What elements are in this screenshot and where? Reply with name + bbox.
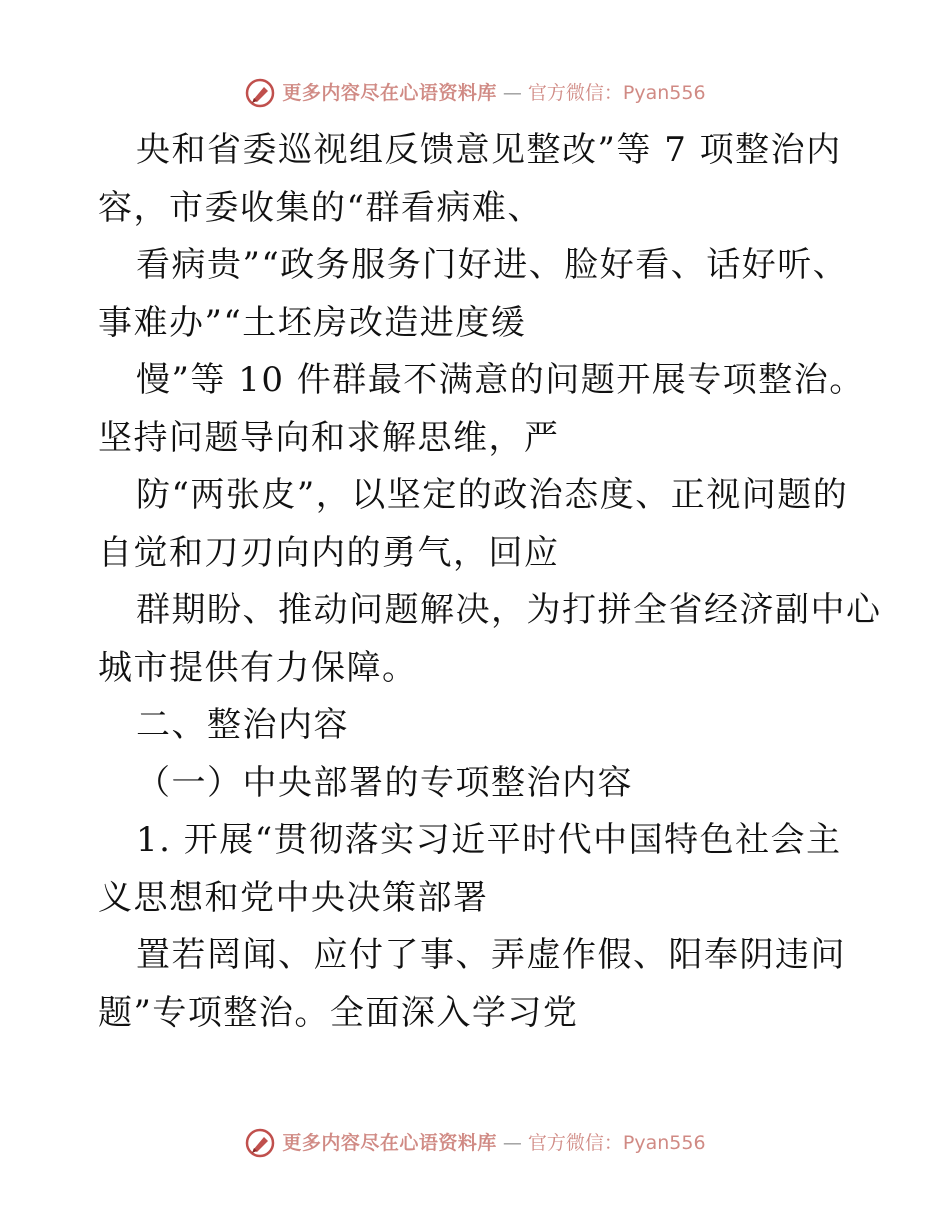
watermark-text: 更多内容尽在心语资料库	[282, 1132, 497, 1154]
text-line: 置若罔闻、应付了事、弄虚作假、阳奉阴违问	[136, 935, 846, 975]
text-line: 央和省委巡视组反馈意见整改”等 7 项整治内	[136, 130, 842, 170]
footer-watermark	[0, 1127, 950, 1159]
text-line: 慢”等 10 件群最不满意的问题开展专项整治。	[136, 360, 865, 400]
text-line: 题”专项整治。全面深入学习党	[98, 992, 579, 1033]
text-line: 1. 开展“贯彻落实习近平时代中国特色社会主	[136, 820, 842, 860]
text-line: 看病贵”“政务服务门好进、脸好看、话好听、	[136, 245, 849, 285]
text-line: 容，市委收集的“群看病难、	[98, 187, 543, 228]
watermark-dash: —	[502, 82, 522, 104]
text-line: 坚持问题导向和求解思维，严	[98, 417, 560, 458]
watermark-text: 更多内容尽在心语资料库	[282, 82, 497, 104]
watermark-contact: 官方微信：Pyan556	[527, 82, 706, 104]
pen-nib-icon	[244, 77, 276, 109]
watermark-dash: —	[502, 1132, 522, 1154]
text-line: 群期盼、推动问题解决，为打拼全省经济副中心	[136, 590, 882, 630]
pen-nib-icon	[244, 1127, 276, 1159]
watermark-contact: 官方微信：Pyan556	[527, 1132, 706, 1154]
text-line: 义思想和党中央决策部署	[98, 877, 489, 918]
text-line: 城市提供有力保障。	[98, 647, 418, 688]
text-line: 事难办”“土坯房改造进度缓	[98, 302, 527, 343]
subsection-heading: （一）中央部署的专项整治内容	[136, 762, 633, 803]
text-line: 自觉和刀刃向内的勇气，回应	[98, 532, 560, 573]
document-body	[98, 122, 882, 1042]
section-heading: 二、整治内容	[136, 705, 349, 745]
text-line: 防“两张皮”，以坚定的政治态度、正视问题的	[136, 475, 849, 515]
header-watermark	[0, 77, 950, 109]
